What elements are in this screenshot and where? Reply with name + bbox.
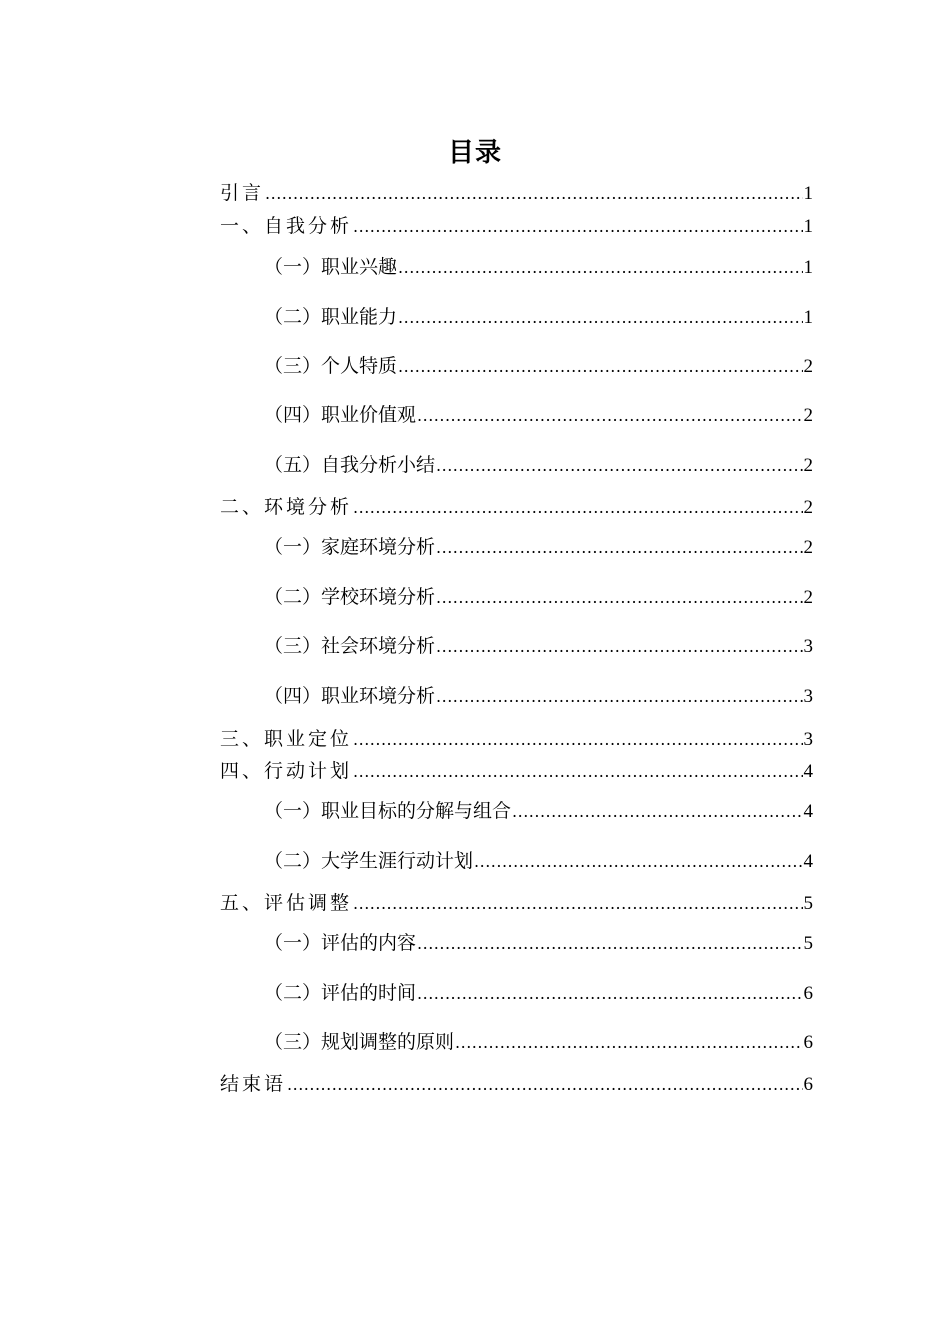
toc-entry-label: （一）职业目标的分解与组合 bbox=[264, 800, 512, 822]
toc-page-number: 3 bbox=[803, 636, 813, 657]
toc-entry-label: 结束语 bbox=[220, 1073, 287, 1095]
toc-dot-leader bbox=[417, 984, 802, 1003]
toc-dot-leader bbox=[512, 802, 802, 821]
toc-dot-leader bbox=[265, 184, 802, 203]
toc-page-number: 2 bbox=[803, 356, 813, 377]
toc-entry-label: （三）个人特质 bbox=[264, 355, 398, 377]
toc-dot-leader bbox=[398, 308, 802, 327]
toc-entry[interactable] bbox=[264, 532, 813, 559]
toc-page-number: 4 bbox=[803, 801, 813, 822]
toc-entry-label: （四）职业价值观 bbox=[264, 404, 417, 426]
toc-entry[interactable] bbox=[264, 1027, 813, 1054]
toc-page-number: 4 bbox=[803, 851, 813, 872]
toc-entry[interactable] bbox=[264, 450, 813, 477]
toc-entry[interactable] bbox=[264, 796, 813, 823]
toc-entry[interactable] bbox=[220, 1069, 813, 1096]
toc-entry[interactable] bbox=[220, 211, 813, 238]
toc-dot-leader bbox=[455, 1033, 802, 1052]
toc-page-number: 1 bbox=[803, 216, 813, 237]
toc-page-number: 2 bbox=[803, 537, 813, 558]
toc-entry-label: （二）学校环境分析 bbox=[264, 586, 436, 608]
toc-entry[interactable] bbox=[220, 756, 813, 783]
toc-page-number: 3 bbox=[803, 686, 813, 707]
toc-page-number: 6 bbox=[803, 983, 813, 1004]
toc-page-number: 6 bbox=[803, 1074, 813, 1095]
toc-page-number: 2 bbox=[803, 497, 813, 518]
toc-entry-label: （三）规划调整的原则 bbox=[264, 1031, 455, 1053]
toc-dot-leader bbox=[353, 730, 802, 749]
toc-page-number: 4 bbox=[803, 761, 813, 782]
toc-entry[interactable] bbox=[264, 351, 813, 378]
toc-entry-label: （五）自我分析小结 bbox=[264, 454, 436, 476]
toc-dot-leader bbox=[417, 934, 802, 953]
toc-page-number: 6 bbox=[803, 1032, 813, 1053]
toc-entry-label: （一）评估的内容 bbox=[264, 932, 417, 954]
toc-entry[interactable] bbox=[220, 888, 813, 915]
toc-page-number: 2 bbox=[803, 587, 813, 608]
toc-title: 目录 bbox=[447, 138, 502, 168]
toc-entry[interactable] bbox=[264, 846, 813, 873]
toc-entry[interactable] bbox=[220, 492, 813, 519]
toc-entry[interactable] bbox=[264, 582, 813, 609]
toc-page-number: 1 bbox=[803, 257, 813, 278]
toc-entry-label: （二）评估的时间 bbox=[264, 982, 417, 1004]
toc-entry[interactable] bbox=[264, 631, 813, 658]
toc-page-number: 2 bbox=[803, 455, 813, 476]
toc-entry[interactable] bbox=[264, 928, 813, 955]
toc-dot-leader bbox=[353, 217, 802, 236]
toc-dot-leader bbox=[287, 1075, 802, 1094]
toc-entry-label: （一）职业兴趣 bbox=[264, 256, 398, 278]
toc-dot-leader bbox=[436, 588, 802, 607]
toc-entry-label: （四）职业环境分析 bbox=[264, 685, 436, 707]
toc-entry-label: 四、行动计划 bbox=[220, 760, 353, 782]
toc-dot-leader bbox=[398, 357, 802, 376]
toc-entry-label: （一）家庭环境分析 bbox=[264, 536, 436, 558]
toc-dot-leader bbox=[353, 762, 802, 781]
toc-entry-label: 引言 bbox=[220, 182, 265, 204]
toc-dot-leader bbox=[398, 258, 802, 277]
toc-page-number: 1 bbox=[803, 183, 813, 204]
toc-entry[interactable] bbox=[264, 400, 813, 427]
toc-dot-leader bbox=[436, 637, 802, 656]
toc-dot-leader bbox=[353, 498, 802, 517]
toc-entry-label: 一、自我分析 bbox=[220, 215, 353, 237]
toc-entry-label: （二）职业能力 bbox=[264, 306, 398, 328]
toc-page-number: 3 bbox=[803, 729, 813, 750]
toc-dot-leader bbox=[474, 852, 802, 871]
toc-entry-label: （二）大学生涯行动计划 bbox=[264, 850, 474, 872]
toc-entry-label: （三）社会环境分析 bbox=[264, 635, 436, 657]
toc-dot-leader bbox=[353, 894, 802, 913]
toc-entry[interactable] bbox=[220, 724, 813, 751]
toc-dot-leader bbox=[417, 406, 802, 425]
toc-entry-label: 三、职业定位 bbox=[220, 728, 353, 750]
toc-entry-label: 二、环境分析 bbox=[220, 496, 353, 518]
toc-page-number: 5 bbox=[803, 893, 813, 914]
toc-dot-leader bbox=[436, 456, 802, 475]
toc-entry[interactable] bbox=[264, 302, 813, 329]
toc-entry[interactable] bbox=[264, 252, 813, 279]
toc-dot-leader bbox=[436, 687, 802, 706]
toc-page-number: 5 bbox=[803, 933, 813, 954]
toc-entry-label: 五、评估调整 bbox=[220, 892, 353, 914]
toc-entry[interactable] bbox=[220, 178, 813, 205]
toc-page-number: 1 bbox=[803, 307, 813, 328]
toc-entry[interactable] bbox=[264, 978, 813, 1005]
toc-page-number: 2 bbox=[803, 405, 813, 426]
toc-dot-leader bbox=[436, 538, 802, 557]
toc-entry[interactable] bbox=[264, 681, 813, 708]
